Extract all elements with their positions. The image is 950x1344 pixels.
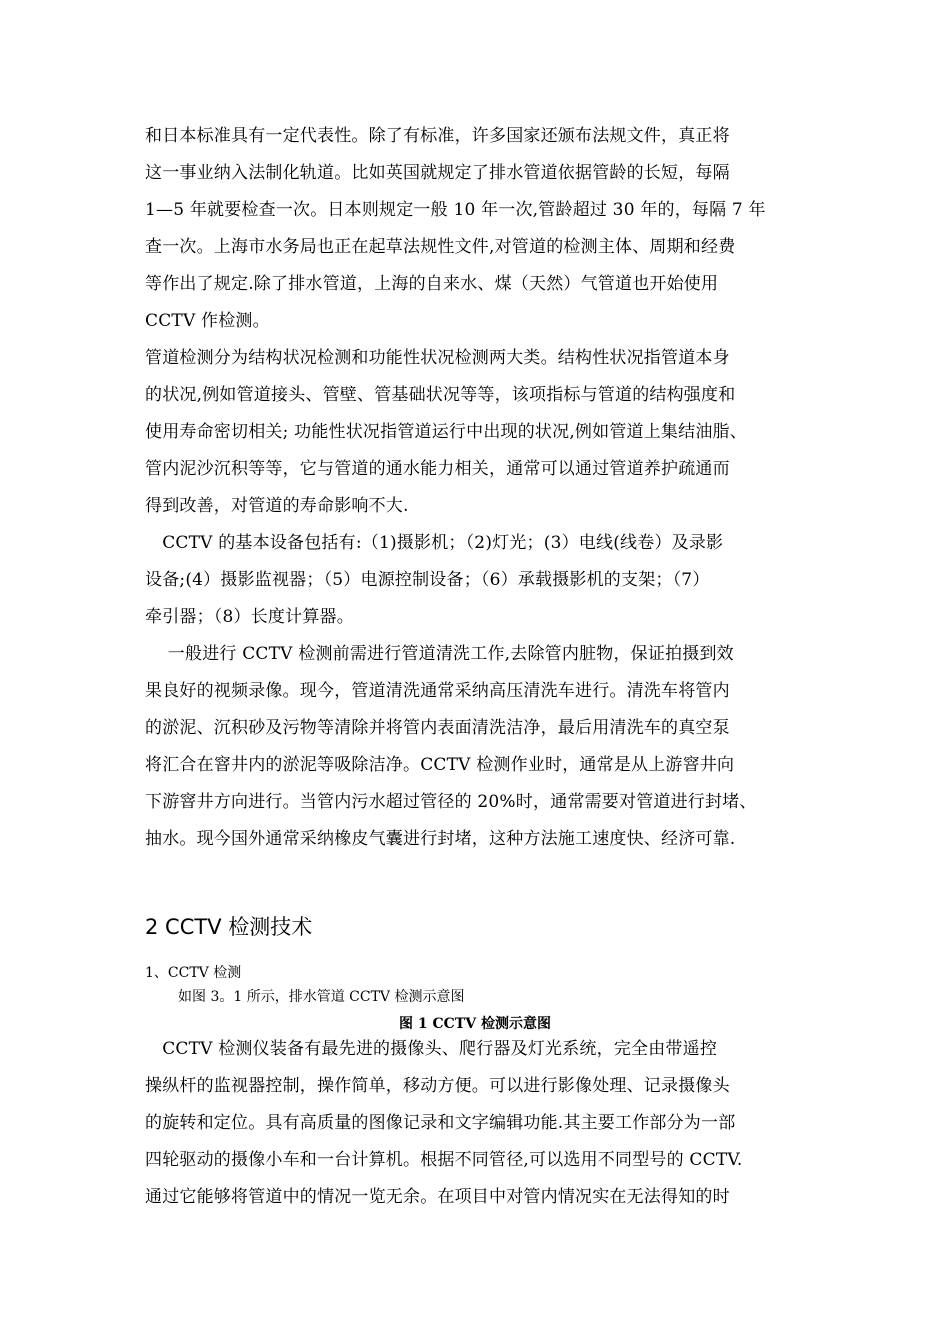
text-line: CCTV 检测仪装备有最先进的摄像头、爬行器及灯光系统，完全由带遥控 bbox=[145, 1039, 718, 1059]
text-line: 的旋转和定位。具有高质量的图像记录和文字编辑功能.其主要工作部分为一部 bbox=[145, 1113, 736, 1133]
paragraph-equipment bbox=[145, 525, 825, 636]
text-line: 设备;(4）摄影监视器；（5）电源控制设备；（6）承载摄影机的支架；（7） bbox=[145, 570, 710, 590]
text-line: 操纵杆的监视器控制，操作简单，移动方便。可以进行影像处理、记录摄像头 bbox=[145, 1076, 730, 1096]
paragraph-cctv-device bbox=[145, 1031, 825, 1216]
paragraph-inspection-types bbox=[145, 340, 825, 525]
figure-caption: 图 1 CCTV 检测示意图 bbox=[399, 1016, 551, 1032]
text-line: 四轮驱动的摄像小车和一台计算机。根据不同管径,可以选用不同型号的 CCTV. bbox=[145, 1150, 743, 1170]
text-line: 的状况,例如管道接头、管壁、管基础状况等等，该项指标与管道的结构强度和 bbox=[145, 385, 736, 405]
text-line: 等作出了规定.除了排水管道，上海的自来水、煤（天然）气管道也开始使用 bbox=[145, 274, 719, 294]
text-line: 的淤泥、沉积砂及污物等清除并将管内表面清洗洁净，最后用清洗车的真空泵 bbox=[145, 718, 730, 738]
text-line: CCTV 的基本设备包括有:（1)摄影机；（2)灯光；(3）电线(线卷）及录影 bbox=[145, 533, 724, 553]
text-line: 抽水。现今国外通常采纳橡皮气囊进行封堵，这种方法施工速度快、经济可靠. bbox=[145, 829, 736, 849]
paragraph-regulations bbox=[145, 118, 825, 340]
subsection-title: 1、CCTV 检测 bbox=[145, 965, 242, 981]
text-line: 得到改善，对管道的寿命影响不大. bbox=[145, 496, 409, 516]
text-line: 查一次。上海市水务局也正在起草法规性文件,对管道的检测主体、周期和经费 bbox=[145, 237, 736, 257]
text-line: 和日本标准具有一定代表性。除了有标准，许多国家还颁布法规文件，真正将 bbox=[145, 126, 730, 146]
paragraph-cleaning bbox=[145, 636, 825, 858]
text-line: 管内泥沙沉积等等，它与管道的通水能力相关，通常可以通过管道养护疏通而 bbox=[145, 459, 730, 479]
text-line: 一般进行 CCTV 检测前需进行管道清洗工作,去除管内脏物，保证拍摄到效 bbox=[145, 644, 734, 664]
text-line: 这一事业纳入法制化轨道。比如英国就规定了排水管道依据管龄的长短，每隔 bbox=[145, 163, 730, 183]
figure-reference: 如图 3。1 所示，排水管道 CCTV 检测示意图 bbox=[178, 989, 465, 1005]
text-line: 牵引器；（8）长度计算器。 bbox=[145, 607, 354, 627]
text-line: 管道检测分为结构状况检测和功能性状况检测两大类。结构性状况指管道本身 bbox=[145, 348, 730, 368]
text-line: 果良好的视频录像。现今，管道清洗通常采纳高压清洗车进行。清洗车将管内 bbox=[145, 681, 730, 701]
text-line: 1—5 年就要检查一次。日本则规定一般 10 年一次,管龄超过 30 年的，每隔 7 年 bbox=[145, 200, 766, 220]
text-line: 使用寿命密切相关; 功能性状况指管道运行中出现的状况,例如管道上集结油脂、 bbox=[145, 422, 747, 442]
text-line: CCTV 作检测。 bbox=[145, 311, 270, 331]
section-heading: 2 CCTV 检测技术 bbox=[145, 915, 313, 939]
text-line: 通过它能够将管道中的情况一览无余。在项目中对管内情况实在无法得知的时 bbox=[145, 1187, 730, 1207]
text-line: 下游窨井方向进行。当管内污水超过管径的 20%时，通常需要对管道进行封堵、 bbox=[145, 792, 757, 812]
text-line: 将汇合在窨井内的淤泥等吸除洁净。CCTV 检测作业时，通常是从上游窨井向 bbox=[145, 755, 735, 775]
